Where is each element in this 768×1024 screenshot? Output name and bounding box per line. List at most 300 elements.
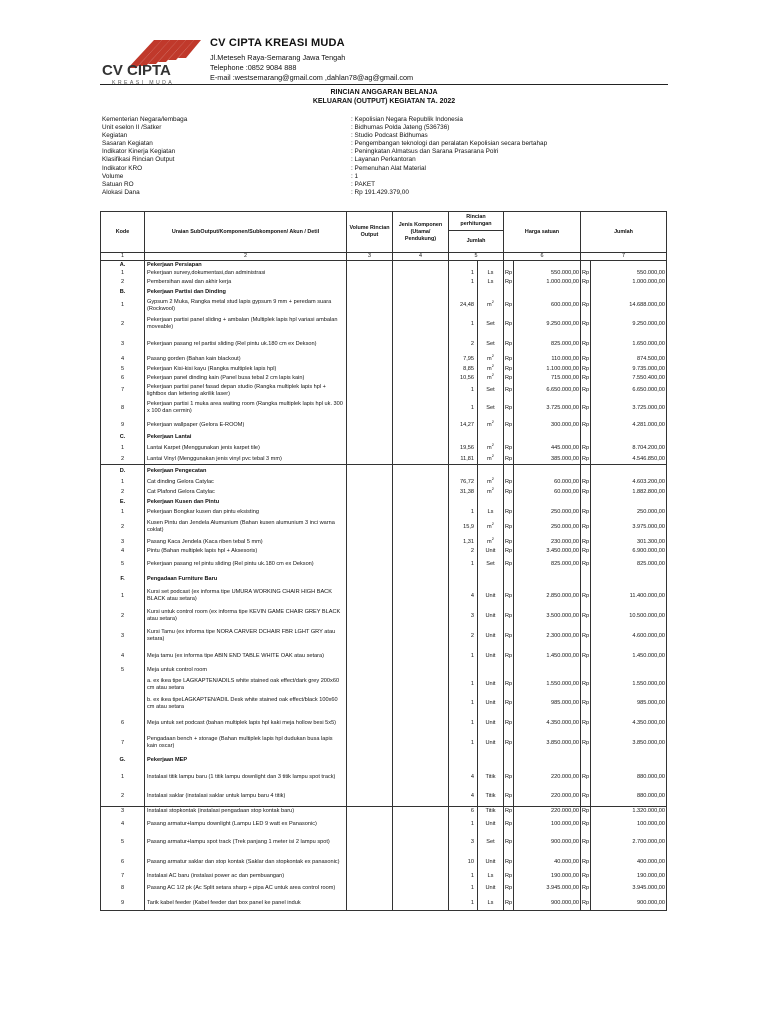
item-description: Pekerjaan survey,dokumentasi,dan administrasi	[145, 269, 347, 278]
item-code: 1	[101, 269, 145, 278]
item-quantity: 4	[449, 767, 478, 787]
currency-label	[581, 666, 591, 675]
item-code: 2	[101, 314, 145, 334]
item-description: Pasang gorden (Bahan kain blackout)	[145, 354, 347, 365]
item-quantity: 24,48	[449, 297, 478, 314]
item-volume	[347, 832, 393, 852]
item-code: 1	[101, 586, 145, 606]
item-total	[591, 753, 667, 767]
table-row	[101, 852, 667, 872]
currency-label: Rp	[581, 487, 591, 497]
item-unit: Unit	[478, 881, 504, 896]
item-description: Pekerjaan Kisi-kisi kayu (Rangka multiplek lapis hpl)	[145, 365, 347, 374]
currency-label	[581, 432, 591, 442]
table-row	[101, 297, 667, 314]
item-unit: Unit	[478, 606, 504, 626]
item-unit-price: 220.000,00	[514, 767, 581, 787]
item-component-type	[393, 767, 449, 787]
item-description: Pasang armatur saklar dan stop kontak (Saklar dan stopkontak ex panasonic)	[145, 852, 347, 872]
item-quantity: 10	[449, 852, 478, 872]
item-component-type	[393, 465, 449, 478]
item-volume	[347, 807, 393, 817]
item-total: 11.400.000,00	[591, 586, 667, 606]
item-unit-price: 1.450.000,00	[514, 646, 581, 666]
item-component-type	[393, 432, 449, 442]
item-quantity: 1	[449, 733, 478, 753]
item-volume	[347, 666, 393, 675]
item-code: 1	[101, 442, 145, 454]
info-label: Kementerian Negara/lembaga	[102, 116, 188, 123]
item-description: Pintu (Bahan multiplek lapis hpl + Aksesoris)	[145, 547, 347, 556]
item-component-type	[393, 517, 449, 537]
item-description: Pekerjaan partisi 1 muka area waiting room (Rangka multiplek lapis hpl uk. 300 x 100 dan cermin)	[145, 398, 347, 418]
item-total	[591, 287, 667, 297]
section-row	[101, 465, 667, 478]
currency-label: Rp	[504, 713, 514, 733]
item-component-type	[393, 807, 449, 817]
item-unit-price: 985.000,00	[514, 694, 581, 713]
table-row	[101, 666, 667, 675]
item-code: 2	[101, 517, 145, 537]
item-unit	[478, 465, 504, 478]
item-total	[591, 261, 667, 270]
item-volume	[347, 547, 393, 556]
table-row	[101, 556, 667, 572]
item-code: 3	[101, 334, 145, 354]
column-number-row	[101, 253, 667, 261]
item-total: 1.320.000,00	[591, 807, 667, 817]
item-unit-price	[514, 465, 581, 478]
item-description: Meja untuk set podcast (bahan multiplek lapis hpl kaki meja hollow besi 5x5)	[145, 713, 347, 733]
item-unit: $m^2$	[478, 297, 504, 314]
item-description: Kursi set podcast (ex informa tipe UMURA WORKING CHAIR HIGH BACK BLACK atau setara)	[145, 586, 347, 606]
currency-label: Rp	[504, 454, 514, 465]
currency-label	[504, 432, 514, 442]
item-volume	[347, 465, 393, 478]
item-code: 6	[101, 374, 145, 383]
item-component-type	[393, 418, 449, 432]
item-unit: Titik	[478, 807, 504, 817]
item-code: 2	[101, 787, 145, 807]
item-unit: Unit	[478, 586, 504, 606]
item-unit: Unit	[478, 713, 504, 733]
item-unit-price	[514, 666, 581, 675]
item-volume	[347, 606, 393, 626]
info-row	[102, 165, 662, 173]
info-label: Indikator KRO	[102, 164, 143, 172]
item-total: 4.281.000,00	[591, 418, 667, 432]
item-volume	[347, 787, 393, 807]
currency-label: Rp	[504, 477, 514, 487]
currency-label	[504, 287, 514, 297]
item-unit: Set	[478, 314, 504, 334]
item-description: Pekerjaan Persiapan	[145, 261, 347, 270]
item-unit-price	[514, 753, 581, 767]
item-unit: Unit	[478, 694, 504, 713]
currency-label: Rp	[582, 375, 590, 382]
info-row	[102, 124, 662, 132]
item-description: Pengadaan bench + storage (Bahan multiplek lapis hpl dudukan busa lapis kain oscar)	[145, 733, 347, 753]
item-volume	[347, 646, 393, 666]
table-row	[101, 454, 667, 465]
item-total: 14.688.000,00	[591, 297, 667, 314]
item-unit: $m^2$	[478, 477, 504, 487]
currency-label: Rp	[581, 832, 591, 852]
item-description: Instalasi titik lampu baru (1 titik lampu downlight dan 3 titik lampu spot track)	[145, 767, 347, 787]
item-volume	[347, 517, 393, 537]
currency-label: Rp	[504, 852, 514, 872]
item-unit: Unit	[478, 675, 504, 694]
item-description: Pembersihan awal dan akhir kerja	[145, 278, 347, 287]
item-code	[101, 675, 145, 694]
currency-label	[581, 753, 591, 767]
currency-label: Rp	[504, 487, 514, 497]
item-unit-price	[514, 432, 581, 442]
company-name: CV CIPTA KREASI MUDA	[210, 37, 345, 49]
item-description: Pekerjaan Pengecatan	[145, 465, 347, 478]
item-total: 4.600.000,00	[591, 626, 667, 646]
item-quantity: 1	[449, 269, 478, 278]
currency-label: Rp	[504, 646, 514, 666]
item-unit	[478, 432, 504, 442]
currency-label: Rp	[581, 334, 591, 354]
item-component-type	[393, 586, 449, 606]
table-row	[101, 314, 667, 334]
currency-label: Rp	[504, 881, 514, 896]
item-total: 900.000,00	[591, 896, 667, 911]
item-total: 1.000.000,00	[591, 278, 667, 287]
header-rincian-jumlah: Jumlah	[449, 231, 504, 253]
currency-label: Rp	[504, 442, 514, 454]
currency-label: Rp	[581, 646, 591, 666]
info-label: Satuan RO	[102, 180, 134, 188]
table-row	[101, 418, 667, 432]
currency-label: Rp	[582, 270, 590, 277]
item-quantity	[449, 753, 478, 767]
column-number: 5	[449, 253, 504, 261]
column-number: 1	[101, 253, 145, 261]
item-total	[591, 465, 667, 478]
item-code: 6	[101, 713, 145, 733]
item-unit: Set	[478, 832, 504, 852]
item-unit: $m^2$	[478, 354, 504, 365]
currency-label: Rp	[582, 279, 590, 286]
item-component-type	[393, 497, 449, 508]
item-code: 4	[101, 354, 145, 365]
item-quantity: 1	[449, 872, 478, 881]
table-row	[101, 383, 667, 398]
table-row	[101, 832, 667, 852]
item-code: 5	[101, 832, 145, 852]
table-row	[101, 675, 667, 694]
item-component-type	[393, 287, 449, 297]
item-code: 9	[101, 896, 145, 911]
item-component-type	[393, 816, 449, 832]
item-component-type	[393, 508, 449, 517]
item-quantity: 1	[449, 278, 478, 287]
currency-label: Rp	[505, 808, 513, 815]
item-unit-price: 250.000,00	[514, 508, 581, 517]
item-description: Pekerjaan Bongkar kusen dan pintu eksisting	[145, 508, 347, 517]
header-jenis: Jenis Komponen (Utama/ Pendukung)	[393, 212, 449, 253]
item-component-type	[393, 547, 449, 556]
item-unit: $m^2$	[478, 442, 504, 454]
item-unit-price: 3.725.000,00	[514, 398, 581, 418]
item-unit-price: 60.000,00	[514, 477, 581, 487]
item-code: E.	[101, 497, 145, 508]
currency-label	[504, 497, 514, 508]
currency-label: Rp	[581, 556, 591, 572]
table-row	[101, 767, 667, 787]
item-quantity: 1	[449, 881, 478, 896]
item-description: Pekerjaan wallpaper (Gelora E-ROOM)	[145, 418, 347, 432]
item-total: 4.546.850,00	[591, 454, 667, 465]
currency-label	[581, 287, 591, 297]
currency-label: Rp	[581, 383, 591, 398]
item-code: 2	[101, 278, 145, 287]
currency-label: Rp	[504, 787, 514, 807]
item-total: 880.000,00	[591, 767, 667, 787]
currency-label: Rp	[504, 832, 514, 852]
currency-label: Rp	[581, 852, 591, 872]
item-description: Pengadaan Furniture Baru	[145, 572, 347, 586]
item-quantity: 19,56	[449, 442, 478, 454]
item-code: 3	[101, 807, 145, 817]
currency-label: Rp	[504, 767, 514, 787]
item-code: 8	[101, 398, 145, 418]
item-quantity: 1	[449, 556, 478, 572]
item-unit-price: 3.500.000,00	[514, 606, 581, 626]
item-unit-price: 825.000,00	[514, 556, 581, 572]
item-description: Tarik kabel feeder (Kabel feeder dari box panel ke panel induk	[145, 896, 347, 911]
item-quantity: 2	[449, 626, 478, 646]
item-unit-price	[514, 572, 581, 586]
item-quantity: 1	[449, 398, 478, 418]
item-total: 301.300,00	[591, 537, 667, 547]
item-unit-price: 230.000,00	[514, 537, 581, 547]
item-unit: Set	[478, 383, 504, 398]
item-description: Meja tamu (ex informa tipe ABIN END TABLE WHITE OAK atau setara)	[145, 646, 347, 666]
column-number: 4	[393, 253, 449, 261]
item-code: 7	[101, 872, 145, 881]
currency-label: Rp	[504, 896, 514, 911]
currency-label: Rp	[581, 442, 591, 454]
currency-label: Rp	[581, 454, 591, 465]
header-rincian: Rincian perhitungan	[449, 212, 504, 231]
currency-label: Rp	[582, 366, 590, 373]
currency-label: Rp	[504, 354, 514, 365]
item-total: 7.550.400,00	[591, 374, 667, 383]
item-code	[101, 694, 145, 713]
item-unit-price: 1.100.000,00	[514, 365, 581, 374]
item-unit-price: 220.000,00	[514, 807, 581, 817]
item-volume	[347, 537, 393, 547]
svg-text:CV CIPTA: CV CIPTA	[102, 62, 171, 79]
item-volume	[347, 354, 393, 365]
currency-label: Rp	[504, 556, 514, 572]
currency-label: Rp	[581, 354, 591, 365]
item-quantity: 76,72	[449, 477, 478, 487]
item-total: 985.000,00	[591, 694, 667, 713]
info-row	[102, 148, 662, 156]
info-row	[102, 181, 662, 189]
item-component-type	[393, 477, 449, 487]
info-row	[102, 156, 662, 164]
svg-text:KREASI MUDA: KREASI MUDA	[112, 80, 175, 86]
item-unit-price: 6.650.000,00	[514, 383, 581, 398]
header-harga: Harga satuan	[504, 212, 581, 253]
item-component-type	[393, 314, 449, 334]
currency-label: Rp	[581, 881, 591, 896]
company-info	[210, 37, 550, 83]
item-unit-price: 220.000,00	[514, 787, 581, 807]
info-value: : Pengembangan teknologi dan peralatan Kepolisian secara bertahap	[351, 140, 548, 148]
item-quantity: 4	[449, 586, 478, 606]
item-volume	[347, 269, 393, 278]
company-telephone: Telephone :0852 9084 888	[210, 63, 297, 72]
table-row	[101, 713, 667, 733]
item-total: 1.650.000,00	[591, 334, 667, 354]
item-unit: $m^2$	[478, 537, 504, 547]
item-total: 1.882.800,00	[591, 487, 667, 497]
currency-label: Rp	[504, 334, 514, 354]
table-header-row	[101, 212, 667, 231]
item-code: 5	[101, 365, 145, 374]
item-unit-price: 9.250.000,00	[514, 314, 581, 334]
item-quantity: 14,27	[449, 418, 478, 432]
header-uraian: Uraian SubOutput/Komponen/Subkomponen/ Akun / Detil	[145, 212, 347, 253]
currency-label	[581, 465, 591, 478]
item-component-type	[393, 269, 449, 278]
item-quantity	[449, 432, 478, 442]
table-row	[101, 365, 667, 374]
currency-label	[504, 465, 514, 478]
budget-table-body	[101, 261, 667, 911]
company-address: Jl.Meteseh Raya-Semarang Jawa Tengah	[210, 53, 346, 62]
info-label: Sasaran Kegiatan	[102, 140, 153, 148]
item-volume	[347, 334, 393, 354]
currency-label: Rp	[581, 713, 591, 733]
item-total: 3.850.000,00	[591, 733, 667, 753]
item-quantity: 1	[449, 646, 478, 666]
item-description: Pasang Kaca Jendela (Kaca riben tebal 5 mm)	[145, 537, 347, 547]
currency-label: Rp	[504, 398, 514, 418]
item-description: Instalasi stopkontak (instalasi pengadaan stop kontak baru)	[145, 807, 347, 817]
info-value: : Pemenuhan Alat Material	[351, 164, 426, 172]
section-row	[101, 287, 667, 297]
info-value: : Kepolisian Negara Republik Indonesia	[351, 116, 463, 123]
item-unit: $m^2$	[478, 487, 504, 497]
item-unit	[478, 261, 504, 270]
item-unit-price: 3.850.000,00	[514, 733, 581, 753]
item-unit: Unit	[478, 816, 504, 832]
item-total: 6.650.000,00	[591, 383, 667, 398]
header-volume: Volume Rincian Output	[347, 212, 393, 253]
item-unit-price: 3.450.000,00	[514, 547, 581, 556]
info-row	[102, 116, 662, 124]
item-unit-price: 190.000,00	[514, 872, 581, 881]
section-row	[101, 572, 667, 586]
item-description: Kusen Pintu dan Jendela Alumunium (Bahan kusen alumunium 3 inci warna coklat)	[145, 517, 347, 537]
item-description: Lantai Vinyl (Menggunakan jenis vinyl pvc tebal 3 mm)	[145, 454, 347, 465]
currency-label: Rp	[505, 375, 513, 382]
table-row	[101, 872, 667, 881]
item-code: 2	[101, 606, 145, 626]
item-quantity: 1,31	[449, 537, 478, 547]
item-quantity: 1	[449, 896, 478, 911]
item-volume	[347, 881, 393, 896]
item-component-type	[393, 646, 449, 666]
item-description: Pekerjaan pasang rel partisi sliding (Rel pintu uk.180 cm ex Dekson)	[145, 334, 347, 354]
item-total: 4.603.200,00	[591, 477, 667, 487]
info-label: Kegiatan	[102, 132, 128, 140]
item-unit	[478, 572, 504, 586]
table-row	[101, 547, 667, 556]
item-quantity	[449, 465, 478, 478]
table-row	[101, 334, 667, 354]
item-unit: Unit	[478, 646, 504, 666]
currency-label: Rp	[504, 586, 514, 606]
currency-label: Rp	[505, 509, 513, 516]
item-unit-price: 300.000,00	[514, 418, 581, 432]
item-volume	[347, 675, 393, 694]
item-component-type	[393, 881, 449, 896]
item-description: Meja untuk control room	[145, 666, 347, 675]
info-value: : Layanan Perkantoran	[351, 156, 416, 164]
info-value: : 1	[351, 172, 359, 180]
item-volume	[347, 261, 393, 270]
currency-label: Rp	[581, 314, 591, 334]
table-row	[101, 787, 667, 807]
currency-label	[504, 261, 514, 270]
item-code: 7	[101, 733, 145, 753]
item-quantity	[449, 287, 478, 297]
item-component-type	[393, 442, 449, 454]
item-volume	[347, 418, 393, 432]
item-total: 10.500.000,00	[591, 606, 667, 626]
item-quantity	[449, 497, 478, 508]
item-total: 400.000,00	[591, 852, 667, 872]
item-quantity: 7,95	[449, 354, 478, 365]
item-component-type	[393, 278, 449, 287]
item-code: F.	[101, 572, 145, 586]
item-code: 4	[101, 547, 145, 556]
item-code: 3	[101, 626, 145, 646]
item-component-type	[393, 398, 449, 418]
item-component-type	[393, 626, 449, 646]
item-quantity: 11,81	[449, 454, 478, 465]
info-label: Indikator Kinerja Kegiatan	[102, 148, 176, 156]
info-value: : Rp 191.429.379,00	[351, 188, 409, 196]
item-description: Pekerjaan partisi panel fasad depan studio (Rangka multiplek lapis hpl + lightbox dan lettering akrilik laser)	[145, 383, 347, 398]
info-label: Alokasi Dana	[102, 188, 140, 196]
item-unit-price: 1.000.000,00	[514, 278, 581, 287]
item-description: Instalasi saklar (instalasi saklar untuk lampu baru 4 titik)	[145, 787, 347, 807]
item-quantity: 3	[449, 606, 478, 626]
table-row	[101, 487, 667, 497]
item-total: 550.000,00	[591, 269, 667, 278]
currency-label: Rp	[504, 297, 514, 314]
item-total: 1.550.000,00	[591, 675, 667, 694]
currency-label: Rp	[504, 626, 514, 646]
activity-info	[102, 116, 662, 197]
currency-label: Rp	[581, 477, 591, 487]
item-volume	[347, 287, 393, 297]
item-unit-price: 385.000,00	[514, 454, 581, 465]
item-description: Pekerjaan Kusen dan Pintu	[145, 497, 347, 508]
item-code: G.	[101, 753, 145, 767]
item-component-type	[393, 537, 449, 547]
